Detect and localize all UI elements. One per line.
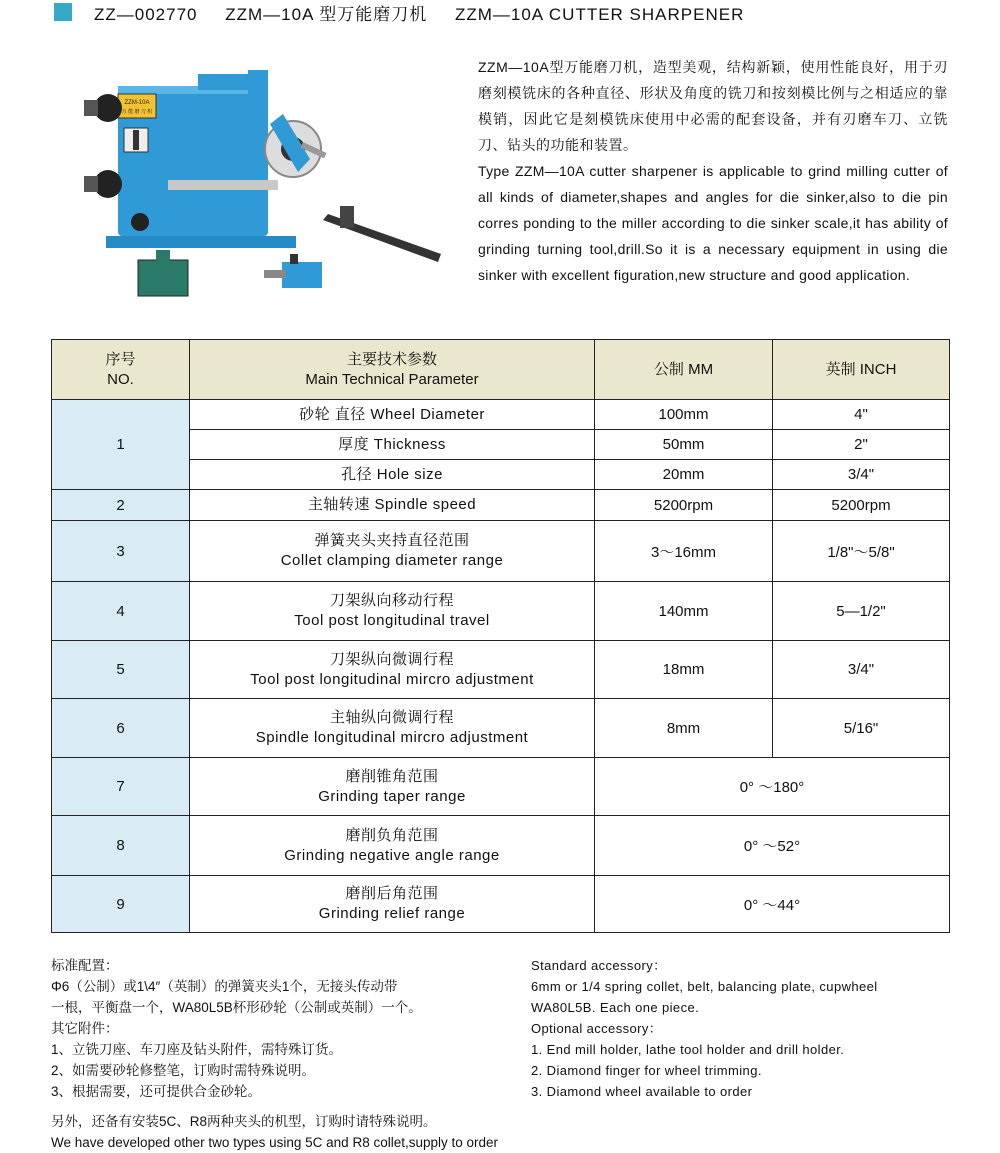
row-inch: 4" bbox=[773, 400, 950, 430]
spec-table bbox=[51, 339, 950, 933]
row-param-en: Grinding taper range bbox=[318, 787, 466, 805]
footer-note-cn: 另外，还备有安装5C、R8两种夹头的机型，订购时请特殊说明。 bbox=[51, 1114, 437, 1129]
note-line: 其它附件： bbox=[51, 1021, 119, 1036]
note-line: 3. Diamond wheel available to order bbox=[531, 1084, 753, 1099]
row-inch: 2" bbox=[773, 430, 950, 460]
note-line: 2、如需要砂轮修整笔，订购时需特殊说明。 bbox=[51, 1063, 316, 1078]
note-line: 1. End mill holder, lathe tool holder and drill holder. bbox=[531, 1042, 845, 1057]
row-no: 1 bbox=[52, 400, 190, 490]
header-param-cn: 主要技术参数 bbox=[346, 350, 437, 368]
table-row bbox=[52, 758, 950, 816]
row-param-cn: 磨削后角范围 bbox=[345, 885, 439, 902]
product-description bbox=[478, 54, 948, 288]
machine-plate-title: ZZM-10A bbox=[124, 100, 150, 106]
page-header bbox=[54, 0, 766, 24]
header-no-cn: 序号 bbox=[105, 350, 136, 368]
header-no bbox=[52, 340, 190, 400]
note-line: 1、立铣刀座、车刀座及钻头附件，需特殊订货。 bbox=[51, 1042, 343, 1057]
accessory-notes-cn bbox=[51, 955, 521, 1102]
row-param bbox=[190, 816, 595, 876]
table-row bbox=[52, 641, 950, 699]
footer-note-en: We have developed other two types using 5C and R8 collet,supply to order bbox=[51, 1135, 499, 1150]
note-line: 2. Diamond finger for wheel trimming. bbox=[531, 1063, 762, 1078]
note-line: 3、根据需要，还可提供合金砂轮。 bbox=[51, 1084, 262, 1099]
row-inch: 5/16" bbox=[773, 699, 950, 758]
row-param-cn: 主轴纵向微调行程 bbox=[329, 709, 454, 726]
header-param bbox=[190, 340, 595, 400]
row-mm: 5200rpm bbox=[595, 490, 773, 521]
row-param-en: Grinding relief range bbox=[318, 905, 466, 922]
note-line: 标准配置： bbox=[51, 958, 119, 973]
note-line: Φ6（公制）或1\4″（英制）的弹簧夹头1个，无接头传动带 bbox=[51, 979, 398, 994]
row-mm: 20mm bbox=[595, 460, 773, 490]
row-inch: 5200rpm bbox=[773, 490, 950, 521]
product-code: ZZ—002770 bbox=[94, 4, 198, 24]
description-cn: ZZM—10A型万能磨刀机，造型美观，结构新颖，使用性能良好，用于刃磨刻模铣床的各种直径、形状及角度的铣刀和按刻模比例与之相适应的靠模销，因此它是刻模铣床使用中必需的配套设备，并有刃磨车刀、立铣刀、钻头的功能和装置。 bbox=[478, 59, 948, 153]
description-en: Type ZZM—10A cutter sharpener is applicable to grind milling cutter of all kinds of diameter,shapes and angles for die sinker,also to die pin corres ponding to the miller according to die sinker scale,it has ability of grinding turning tool,drill.So it is a necessary equipment in using die sinker with excellent figuration,new structure and good application. bbox=[478, 163, 948, 283]
row-inch: 1/8"～5/8" bbox=[773, 521, 950, 582]
row-value: 0° ～180° bbox=[595, 758, 950, 816]
row-param-cn: 磨削锥角范围 bbox=[345, 767, 439, 785]
note-line: Standard accessory： bbox=[531, 958, 667, 973]
row-no: 7 bbox=[52, 758, 190, 816]
table-row bbox=[52, 521, 950, 582]
row-param: 主轴转速 Spindle speed bbox=[190, 490, 595, 521]
note-line: Optional accessory： bbox=[531, 1021, 663, 1036]
row-param bbox=[190, 582, 595, 641]
row-no: 9 bbox=[52, 876, 190, 933]
row-no: 4 bbox=[52, 582, 190, 641]
row-param-en: Tool post longitudinal travel bbox=[294, 612, 490, 629]
table-row bbox=[52, 400, 950, 430]
footer-note bbox=[51, 1111, 498, 1153]
row-param-en: Tool post longitudinal mircro adjustment bbox=[250, 670, 534, 688]
row-param-cn: 刀架纵向微调行程 bbox=[329, 650, 454, 668]
row-inch: 3/4" bbox=[773, 460, 950, 490]
model-title-en: ZZM—10A CUTTER SHARPENER bbox=[454, 4, 745, 24]
row-no: 5 bbox=[52, 641, 190, 699]
row-param bbox=[190, 641, 595, 699]
note-line: WA80L5B. Each one piece. bbox=[531, 1000, 700, 1015]
header-title bbox=[94, 0, 766, 25]
table-header-row bbox=[52, 340, 950, 400]
row-param-cn: 弹簧夹头夹持直径范围 bbox=[314, 532, 470, 549]
note-line: 一根，平衡盘一个，WA80L5B杯形砂轮（公制或英制）一个。 bbox=[51, 1000, 422, 1015]
row-param-cn: 磨削负角范围 bbox=[345, 826, 439, 844]
row-mm: 18mm bbox=[595, 641, 773, 699]
row-inch: 5—1/2" bbox=[773, 582, 950, 641]
row-param-en: Spindle longitudinal mircro adjustment bbox=[255, 729, 529, 746]
row-param-cn: 刀架纵向移动行程 bbox=[329, 592, 454, 609]
header-mm: 公制 MM bbox=[595, 340, 773, 400]
row-param bbox=[190, 699, 595, 758]
row-mm: 140mm bbox=[595, 582, 773, 641]
header-inch: 英制 INCH bbox=[773, 340, 950, 400]
row-mm: 100mm bbox=[595, 400, 773, 430]
row-inch: 3/4" bbox=[773, 641, 950, 699]
row-mm: 50mm bbox=[595, 430, 773, 460]
row-no: 8 bbox=[52, 816, 190, 876]
row-param bbox=[190, 758, 595, 816]
note-line: 6mm or 1/4 spring collet, belt, balancing plate, cupwheel bbox=[531, 979, 878, 994]
row-mm: 3～16mm bbox=[595, 521, 773, 582]
row-param bbox=[190, 876, 595, 933]
model-title-cn: ZZM—10A 型万能磨刀机 bbox=[225, 4, 428, 24]
header-param-en: Main Technical Parameter bbox=[305, 370, 479, 388]
row-no: 2 bbox=[52, 490, 190, 521]
header-no-en: NO. bbox=[107, 370, 134, 388]
row-param: 孔径 Hole size bbox=[190, 460, 595, 490]
row-mm: 8mm bbox=[595, 699, 773, 758]
table-row bbox=[52, 582, 950, 641]
row-value: 0° ～52° bbox=[595, 816, 950, 876]
table-row bbox=[52, 699, 950, 758]
row-param: 砂轮 直径 Wheel Diameter bbox=[190, 400, 595, 430]
header-accent-square bbox=[54, 3, 72, 21]
machine-photo bbox=[78, 64, 450, 308]
table-row bbox=[52, 816, 950, 876]
row-param-en: Collet clamping diameter range bbox=[280, 552, 504, 569]
accessory-notes-en bbox=[531, 955, 951, 1102]
row-param: 厚度 Thickness bbox=[190, 430, 595, 460]
table-row bbox=[52, 876, 950, 933]
row-no: 6 bbox=[52, 699, 190, 758]
table-row bbox=[52, 490, 950, 521]
row-param-en: Grinding negative angle range bbox=[284, 846, 500, 864]
row-value: 0° ～44° bbox=[595, 876, 950, 933]
machine-plate-sub: 万 能 磨 刀 机 bbox=[121, 109, 153, 115]
row-no: 3 bbox=[52, 521, 190, 582]
row-param bbox=[190, 521, 595, 582]
